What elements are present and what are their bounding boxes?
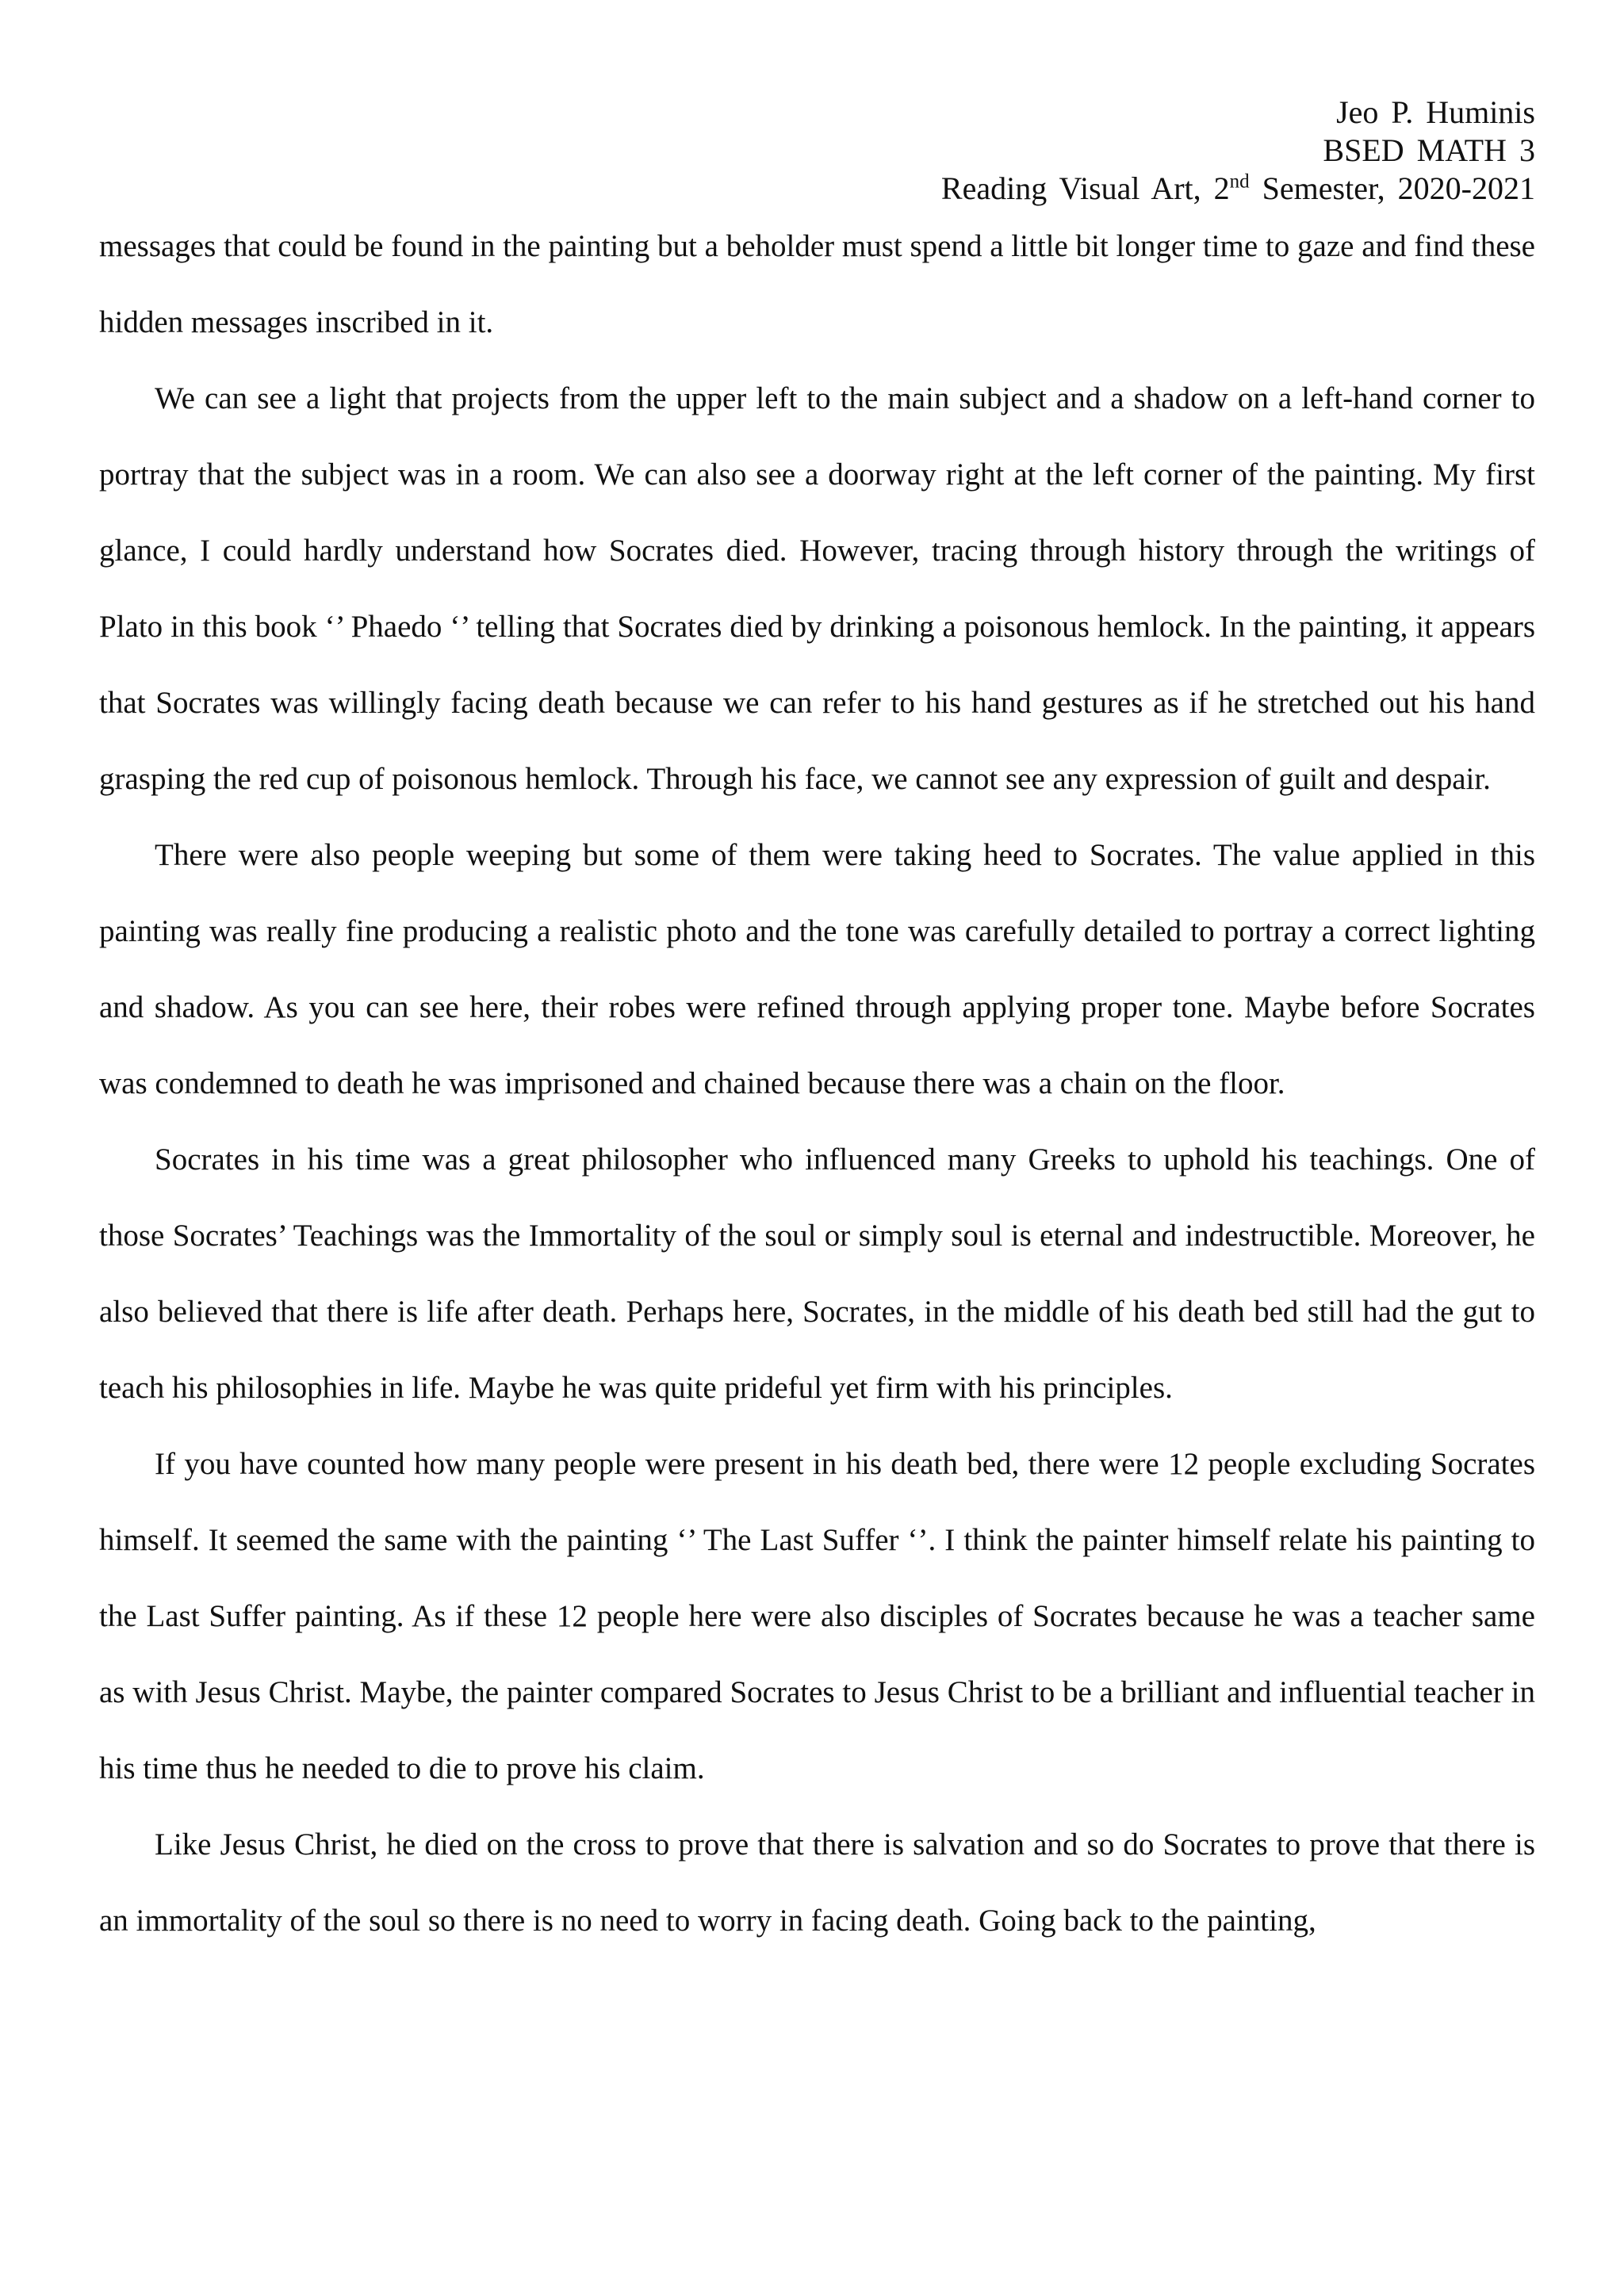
course-line: BSED MATH 3 <box>1323 132 1535 168</box>
subject-line <box>941 170 1535 208</box>
document-body <box>99 209 1535 1959</box>
paragraph-5: If you have counted how many people were present in his death bed, there were 12 people excluding Socrates himself. It seemed the same with the painting ‘’ The Last Suffer ‘’. I think the painter himself relate his painting to the Last Suffer painting. As if these 12 people here were also disciples of Socrates because he was a teacher same as with Jesus Christ. Maybe, the painter compared Socrates to Jesus Christ to be a brilliant and influential teacher in his time thus he needed to die to prove his claim. <box>99 1447 1535 1785</box>
subject-prefix: Reading Visual Art, 2 <box>940 170 1230 206</box>
paragraph-3: There were also people weeping but some of them were taking heed to Socrates. The value applied in this painting was really fine producing a realistic photo and the tone was carefully detailed to portray a correct lighting and shadow. As you can see here, their robes were refined through applying proper tone. Maybe before Socrates was condemned to death he was imprisoned and chained because there was a chain on the floor. <box>99 838 1535 1100</box>
document-header <box>941 94 1535 208</box>
subject-ordinal-suffix: nd <box>1229 170 1250 193</box>
paragraph-4: Socrates in his time was a great philosopher who influenced many Greeks to uphold his teachings. One of those Socrates’ Teachings was the Immortality of the soul or simply soul is eternal and indestructible. Moreover, he also believed that there is life after death. Perhaps here, Socrates, in the middle of his death bed still had the gut to teach his philosophies in life. Maybe he was quite prideful yet firm with his principles. <box>99 1142 1535 1405</box>
paragraph-2: We can see a light that projects from the upper left to the main subject and a shadow on a left-hand corner to portray that the subject was in a room. We can also see a doorway right at the left corner of the painting. My first glance, I could hardly understand how Socrates died. However, tracing through history through the writings of Plato in this book ‘’ Phaedo ‘’ telling that Socrates died by drinking a poisonous hemlock. In the painting, it appears that Socrates was willingly facing death because we can refer to his hand gestures as if he stretched out his hand grasping the red cup of poisonous hemlock. Through his face, we cannot see any expression of guilt and despair. <box>99 381 1535 796</box>
paragraph-6: Like Jesus Christ, he died on the cross to prove that there is salvation and so do Socrates to prove that there is an immortality of the soul so there is no need to worry in facing death. Going back to the painting, <box>99 1827 1535 1938</box>
subject-suffix: Semester, 2020-2021 <box>1249 170 1535 206</box>
author-name: Jeo P. Huminis <box>1336 94 1535 130</box>
paragraph-1: messages that could be found in the painting but a beholder must spend a little bit longer time to gaze and find these hidden messages inscribed in it. <box>99 229 1535 339</box>
